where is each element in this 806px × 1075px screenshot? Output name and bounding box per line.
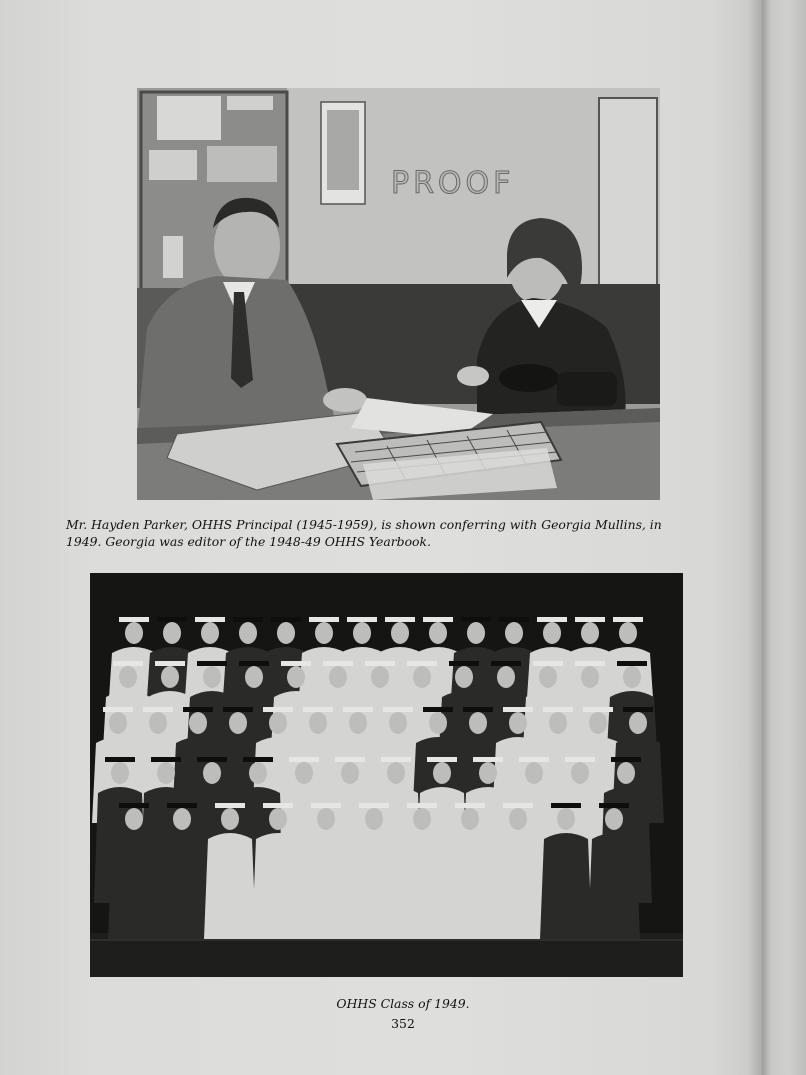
photo-caption: [66, 516, 738, 550]
proof-sign-text: PROOF: [391, 166, 515, 201]
caption-line-2: 1949. Georgia was editor of the 1948-49 OHHS Yearbook.: [66, 534, 431, 549]
caption-line-1: Mr. Hayden Parker, OHHS Principal (1945-1959), is shown conferring with Georgia Mullins, in: [66, 517, 662, 532]
class-photo: [90, 573, 683, 977]
adjacent-page-edge: [762, 0, 806, 1075]
page-number: 352: [391, 1016, 415, 1031]
class-photo-caption: OHHS Class of 1949.: [336, 996, 470, 1011]
principal-conference-photo: [137, 88, 660, 500]
